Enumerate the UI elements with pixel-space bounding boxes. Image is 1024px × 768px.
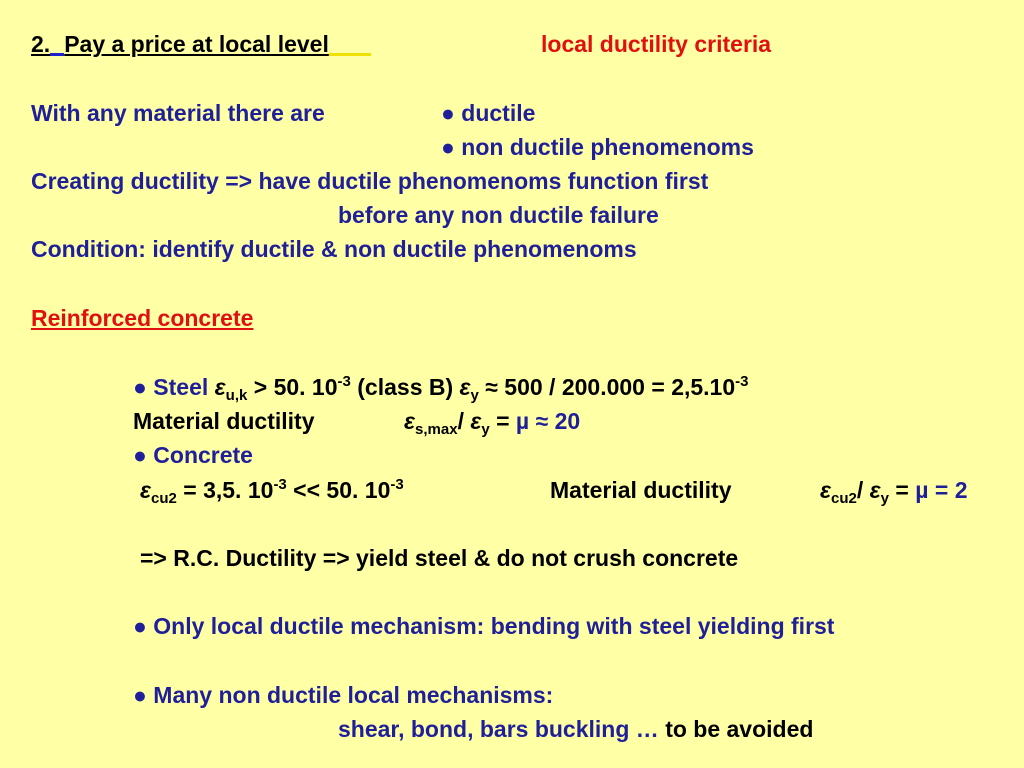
steel-mu-value: µ ≈ 20: [515, 408, 581, 434]
steel-limit: > 50. 10: [247, 374, 338, 400]
concrete-ductility-ratio: [820, 476, 968, 507]
steel-material-ductility-label: Material ductility: [133, 408, 315, 434]
concrete-strain-value: = 3,5. 10: [176, 477, 274, 503]
slide-header: [31, 30, 371, 58]
subscript-y: y: [880, 490, 890, 507]
condition-text: Condition: identify ductile & non ductile phenomenoms: [31, 236, 637, 262]
class-b: (class B): [350, 374, 460, 400]
epsilon-symbol: ε: [470, 408, 482, 434]
underline-mark-blue: [50, 53, 64, 56]
concrete-strain-line: [140, 476, 404, 507]
before-failure-text: before any non ductile failure: [338, 202, 659, 228]
subscript-cu2: cu2: [151, 490, 177, 507]
avoid-line: [338, 715, 813, 743]
epsilon-symbol: ε: [820, 477, 832, 503]
concrete-mu-value: µ = 2: [915, 477, 968, 503]
steel-ductility-ratio: [404, 407, 581, 438]
slash: /: [457, 408, 471, 434]
exponent: -3: [735, 373, 749, 390]
epsilon-symbol: ε: [459, 374, 471, 400]
steel-label: ● Steel: [133, 374, 215, 400]
rc-ductility-text: => R.C. Ductility => yield steel & do not crush concrete: [140, 545, 739, 571]
epsilon-symbol: ε: [214, 374, 226, 400]
slash: /: [856, 477, 870, 503]
exponent: -3: [337, 373, 351, 390]
exponent: -3: [273, 476, 287, 493]
rc-heading: Reinforced concrete: [31, 305, 254, 331]
comparison-value: << 50. 10: [286, 477, 391, 503]
concrete-material-ductility-label: Material ductility: [550, 477, 732, 503]
epsilon-symbol: ε: [140, 477, 152, 503]
with-any-text: With any material there are: [31, 100, 325, 126]
header-right-title: local ductility criteria: [541, 31, 772, 57]
concrete-bullet: ● Concrete: [133, 442, 253, 468]
equals: =: [489, 408, 516, 434]
bullet-ductile: ● ductile: [441, 100, 536, 126]
subscript-y: y: [470, 387, 479, 404]
section-number: 2.: [31, 31, 51, 57]
steel-yield-calc: ≈ 500 / 200.000 = 2,5.10: [478, 374, 736, 400]
many-non-ductile-text: ● Many non ductile local mechanisms:: [133, 682, 554, 708]
mechanisms-list: shear, bond, bars buckling …: [338, 716, 666, 742]
bullet-non-ductile: ● non ductile phenomenoms: [441, 134, 754, 160]
exponent: -3: [390, 476, 404, 493]
only-local-mechanism-text: ● Only local ductile mechanism: bending with steel yielding first: [133, 613, 835, 639]
equals: =: [889, 477, 916, 503]
underline-mark-yellow: [329, 53, 371, 56]
steel-line: [133, 373, 749, 404]
subscript-y: y: [481, 421, 490, 438]
creating-ductility-text: Creating ductility => have ductile phenomenoms function first: [31, 168, 709, 194]
section-title: Pay a price at local level: [64, 31, 329, 57]
subscript-cu2: cu2: [831, 490, 857, 507]
epsilon-symbol: ε: [404, 408, 416, 434]
subscript-smax: s,max: [415, 421, 458, 438]
epsilon-symbol: ε: [869, 477, 881, 503]
subscript-uk: u,k: [225, 387, 248, 404]
to-be-avoided-text: to be avoided: [665, 716, 814, 742]
